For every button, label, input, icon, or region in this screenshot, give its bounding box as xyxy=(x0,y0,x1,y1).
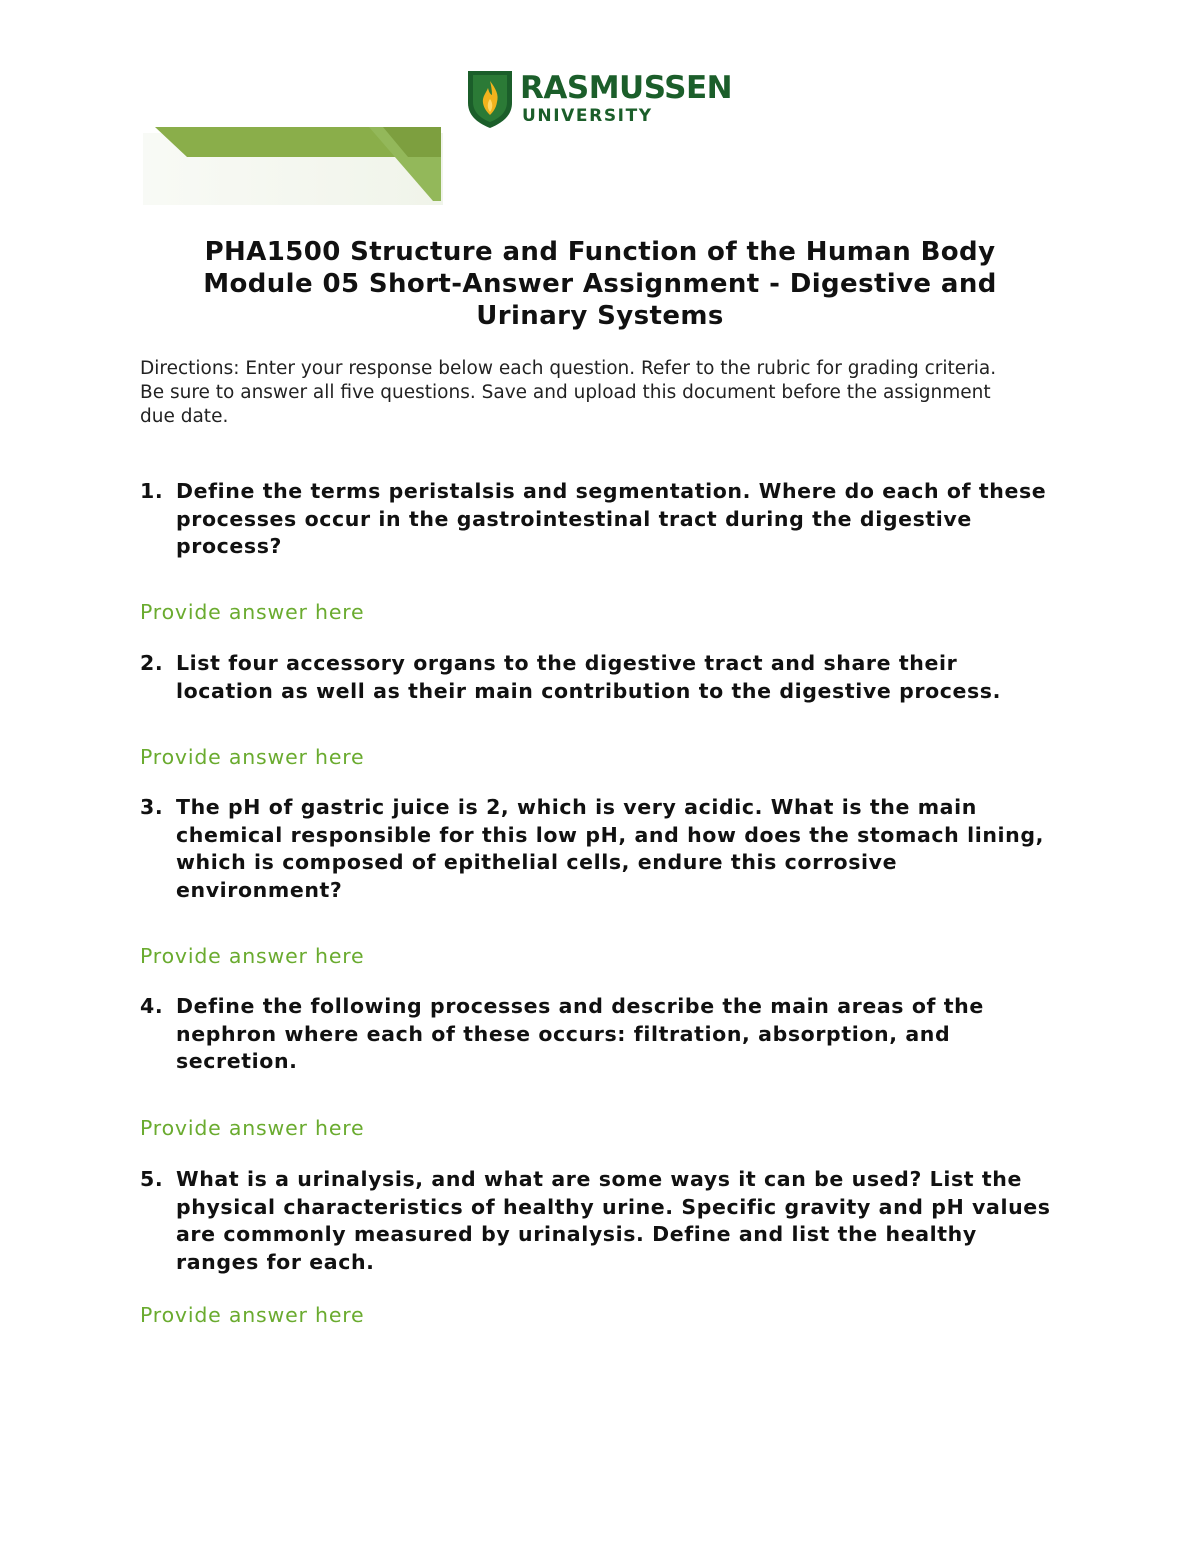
question-text xyxy=(176,650,1001,705)
question-number: 1. xyxy=(140,479,164,503)
directions-line: Be sure to answer all five questions. Save and upload this document before the assignment xyxy=(140,382,991,403)
question-line: The pH of gastric juice is 2, which is very acidic. What is the main xyxy=(176,795,977,819)
question-line: location as well as their main contribution to the digestive process. xyxy=(176,678,1001,703)
title-line: PHA1500 Structure and Function of the Human Body xyxy=(204,237,996,267)
university-logo xyxy=(462,67,752,133)
header-banner xyxy=(143,127,443,205)
question-line: What is a urinalysis, and what are some ways it can be used? List the xyxy=(176,1167,1022,1191)
question-line: nephron where each of these occurs: filtration, absorption, and xyxy=(176,1021,951,1046)
answer-field-3[interactable]: Provide answer here xyxy=(140,944,365,968)
title-line: Module 05 Short-Answer Assignment - Digestive and xyxy=(203,269,997,299)
question-line: List four accessory organs to the digestive tract and share their xyxy=(176,651,958,675)
answer-field-4[interactable]: Provide answer here xyxy=(140,1116,365,1140)
question-number: 3. xyxy=(140,795,164,819)
answer-field-1[interactable]: Provide answer here xyxy=(140,600,365,624)
answer-field-2[interactable]: Provide answer here xyxy=(140,745,365,769)
question-text xyxy=(176,794,1044,904)
question-line: Define the terms peristalsis and segmentation. Where do each of these xyxy=(176,479,1047,503)
question-line: chemical responsible for this low pH, and how does the stomach lining, xyxy=(176,822,1044,847)
question-number: 4. xyxy=(140,994,164,1018)
directions-paragraph xyxy=(140,357,1070,429)
question-text xyxy=(176,993,984,1076)
question-number: 2. xyxy=(140,651,164,675)
logo-wordmark: RASMUSSEN xyxy=(520,70,733,106)
question-line: process? xyxy=(176,534,283,558)
logo-subtitle: UNIVERSITY xyxy=(522,106,653,126)
directions-line: Directions: Enter your response below each question. Refer to the rubric for grading criteria. xyxy=(140,358,997,379)
question-line: secretion. xyxy=(176,1049,298,1073)
question-number: 5. xyxy=(140,1167,164,1191)
question-line: Define the following processes and describe the main areas of the xyxy=(176,994,984,1018)
question-text xyxy=(176,478,1046,561)
answer-field-5[interactable]: Provide answer here xyxy=(140,1303,365,1327)
question-line: physical characteristics of healthy urine. Specific gravity and pH values xyxy=(176,1194,1051,1219)
question-line: are commonly measured by urinalysis. Define and list the healthy xyxy=(176,1222,977,1246)
directions-line: due date. xyxy=(140,406,229,427)
question-line: processes occur in the gastrointestinal tract during the digestive xyxy=(176,506,972,531)
question-line: which is composed of epithelial cells, endure this corrosive xyxy=(176,850,898,874)
flame-shield-icon xyxy=(466,69,514,129)
title-line: Urinary Systems xyxy=(476,301,724,331)
question-line: ranges for each. xyxy=(176,1249,375,1274)
question-text xyxy=(176,1166,1051,1276)
page-title xyxy=(140,236,1060,332)
question-line: environment? xyxy=(176,877,343,902)
